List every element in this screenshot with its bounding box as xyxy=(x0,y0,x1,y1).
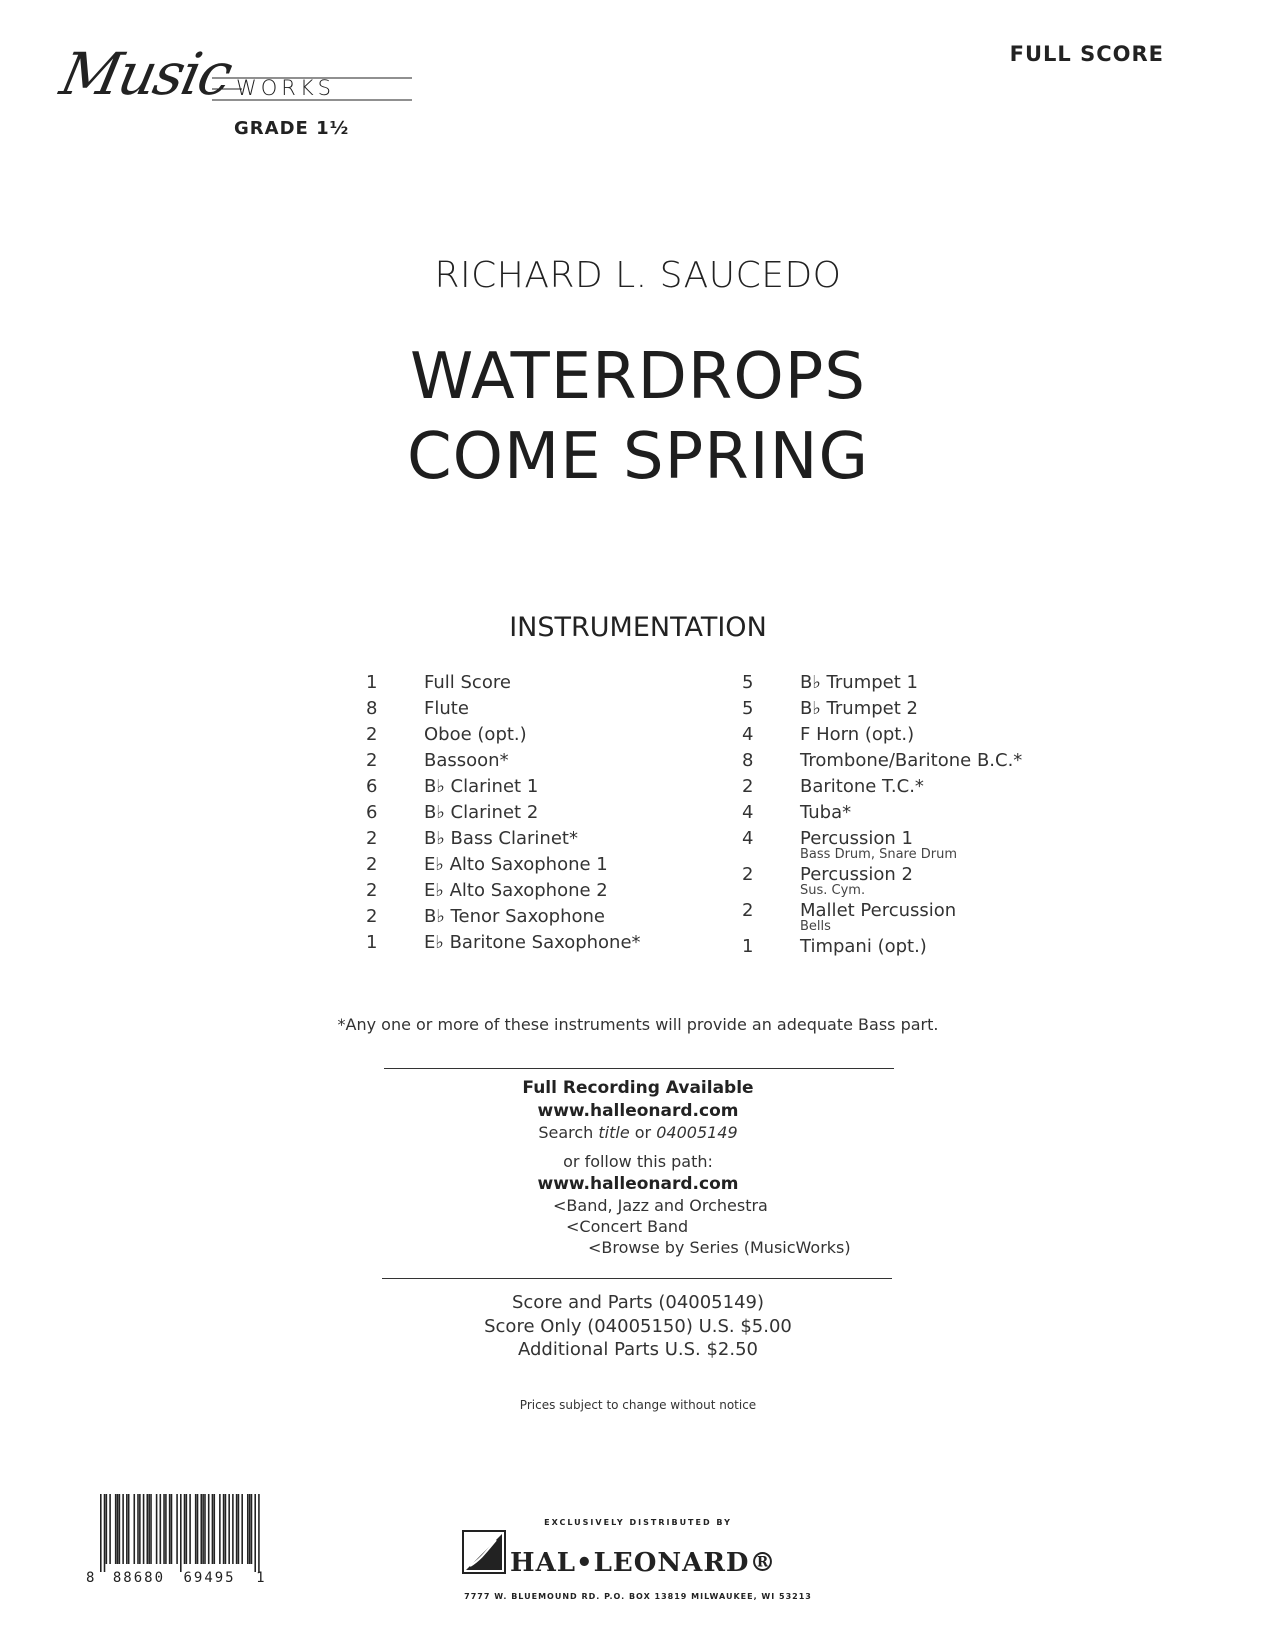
instrument-name: Tuba* xyxy=(800,802,852,823)
barcode-number xyxy=(86,1570,267,1586)
barcode-bar xyxy=(251,1494,253,1564)
instrument-name: E♭ Alto Saxophone 2 xyxy=(424,880,608,901)
instrument-name: B♭ Clarinet 1 xyxy=(424,776,539,797)
barcode-bar xyxy=(184,1494,186,1564)
instrument-quantity: 2 xyxy=(742,776,754,797)
barcode-bar xyxy=(254,1494,256,1572)
instrument-quantity: 4 xyxy=(742,802,754,823)
barcode-bar xyxy=(147,1494,149,1564)
instrument-row xyxy=(366,800,696,826)
instrument-row xyxy=(366,748,696,774)
barcode-bar xyxy=(176,1494,178,1564)
path-step-3: <Browse by Series (MusicWorks) xyxy=(588,1238,851,1257)
logo-works: WORKS xyxy=(236,76,335,100)
publisher-name: HAL•LEONARD® xyxy=(510,1548,777,1578)
instrument-row xyxy=(742,774,1072,800)
instrument-quantity: 4 xyxy=(742,724,754,745)
composer-name: RICHARD L. SAUCEDO xyxy=(434,255,842,296)
barcode-bar xyxy=(109,1494,111,1564)
barcode-bar xyxy=(200,1494,202,1564)
path-url[interactable]: www.halleonard.com xyxy=(537,1174,739,1194)
instrument-name: Mallet Percussion xyxy=(800,900,957,921)
instrument-row xyxy=(366,852,696,878)
instrument-row xyxy=(366,878,696,904)
barcode-bar xyxy=(117,1494,119,1564)
barcode-bar xyxy=(163,1494,165,1564)
instrument-item xyxy=(366,696,696,722)
instrument-item xyxy=(366,930,696,956)
barcode-bar xyxy=(241,1494,243,1564)
logo-script: Music xyxy=(54,40,237,108)
barcode-bar xyxy=(204,1494,206,1564)
barcode-bar xyxy=(150,1494,152,1564)
instrument-item xyxy=(742,826,1072,862)
instrument-row xyxy=(742,748,1072,774)
instrument-row xyxy=(366,696,696,722)
search-instructions xyxy=(0,1123,1276,1142)
barcode-bar xyxy=(236,1494,238,1564)
divider-bottom xyxy=(382,1278,892,1279)
barcode-bar xyxy=(104,1494,106,1572)
instrument-item xyxy=(366,852,696,878)
recording-url[interactable]: www.halleonard.com xyxy=(537,1101,739,1121)
instrument-item xyxy=(742,670,1072,696)
instrument-item xyxy=(742,862,1072,898)
instrument-list-right xyxy=(742,670,1072,960)
instrument-row xyxy=(742,898,1072,924)
search-or: or xyxy=(629,1123,657,1142)
barcode-bar xyxy=(228,1494,230,1564)
instrument-name: Flute xyxy=(424,698,469,719)
barcode-left-group: 88680 xyxy=(112,1570,166,1586)
instrument-name: Timpani (opt.) xyxy=(800,936,927,957)
instrument-row xyxy=(742,722,1072,748)
instrument-name: Baritone T.C.* xyxy=(800,776,924,797)
instrument-item xyxy=(366,878,696,904)
instrument-row xyxy=(742,670,1072,696)
barcode-bar xyxy=(139,1494,141,1564)
instrument-quantity: 1 xyxy=(366,672,378,693)
instrument-row xyxy=(366,670,696,696)
instrument-name: B♭ Trumpet 1 xyxy=(800,672,918,693)
instrument-row xyxy=(366,826,696,852)
hal-leonard-emblem-icon xyxy=(462,1530,506,1574)
instrument-quantity: 2 xyxy=(366,854,378,875)
instrument-row xyxy=(742,862,1072,888)
barcode-bar xyxy=(106,1494,108,1564)
barcode-bar xyxy=(115,1494,117,1564)
instrument-quantity: 2 xyxy=(366,750,378,771)
instrument-detail: Bass Drum, Snare Drum xyxy=(800,847,957,862)
price-score-and-parts: Score and Parts (04005149) xyxy=(511,1292,765,1313)
barcode-bar xyxy=(186,1494,188,1564)
path-step-2: <Concert Band xyxy=(566,1217,689,1236)
instrument-quantity: 6 xyxy=(366,802,378,823)
barcode-bar xyxy=(213,1494,215,1564)
barcode-bar xyxy=(195,1494,197,1564)
instrument-quantity: 8 xyxy=(742,750,754,771)
instrument-quantity: 8 xyxy=(366,698,378,719)
instrument-name: Trombone/Baritone B.C.* xyxy=(800,750,1023,771)
price-additional-parts: Additional Parts U.S. $2.50 xyxy=(517,1339,758,1360)
barcode-bar xyxy=(165,1494,167,1564)
instrument-item xyxy=(366,800,696,826)
instrument-name: B♭ Trumpet 2 xyxy=(800,698,918,719)
instrument-quantity: 2 xyxy=(366,828,378,849)
barcode-bar xyxy=(133,1494,135,1564)
search-prefix: Search xyxy=(538,1123,599,1142)
instrument-quantity: 5 xyxy=(742,698,754,719)
barcode-first: 8 xyxy=(86,1570,97,1586)
instrument-name: Oboe (opt.) xyxy=(424,724,527,745)
instrument-row xyxy=(742,934,1072,960)
distributed-by: EXCLUSIVELY DISTRIBUTED BY xyxy=(544,1518,732,1527)
price-disclaimer: Prices subject to change without notice xyxy=(519,1398,757,1412)
full-score-label: FULL SCORE xyxy=(1009,42,1164,66)
instrument-quantity: 2 xyxy=(366,724,378,745)
barcode-bar xyxy=(232,1494,234,1564)
search-title: title xyxy=(598,1123,630,1142)
instrument-name: Bassoon* xyxy=(424,750,509,771)
price-score-only: Score Only (04005150) U.S. $5.00 xyxy=(484,1316,792,1337)
instrument-name: B♭ Bass Clarinet* xyxy=(424,828,578,849)
barcode-bar xyxy=(169,1494,171,1564)
instrument-item xyxy=(366,722,696,748)
instrument-item xyxy=(366,826,696,852)
instrument-detail: Bells xyxy=(800,919,831,934)
barcode-right-group: 69495 xyxy=(183,1570,236,1586)
barcode-last: 1 xyxy=(256,1570,267,1586)
instrument-list-left xyxy=(366,670,696,956)
barcode-bar xyxy=(122,1494,124,1564)
barcode-bar xyxy=(223,1494,225,1564)
instrument-item xyxy=(366,904,696,930)
divider-top xyxy=(384,1068,894,1069)
instrument-name: B♭ Clarinet 2 xyxy=(424,802,539,823)
barcode-bar xyxy=(202,1494,204,1564)
instrument-name: Percussion 2 xyxy=(800,864,913,885)
instrument-name: F Horn (opt.) xyxy=(800,724,915,745)
barcode-bar xyxy=(128,1494,130,1564)
instrument-quantity: 2 xyxy=(366,906,378,927)
title-line-2: COME SPRING xyxy=(406,420,870,494)
follow-path-label: or follow this path: xyxy=(563,1152,713,1171)
instrument-item xyxy=(742,696,1072,722)
instrument-item xyxy=(366,670,696,696)
musicworks-logo xyxy=(54,40,372,150)
bass-part-note: *Any one or more of these instruments will provide an adequate Bass part. xyxy=(337,1015,939,1034)
instrument-name: B♭ Tenor Saxophone xyxy=(424,906,606,927)
barcode-bar xyxy=(219,1494,221,1564)
instrument-quantity: 2 xyxy=(742,900,754,921)
instrument-quantity: 6 xyxy=(366,776,378,797)
barcode-bar xyxy=(148,1494,150,1564)
instrument-item xyxy=(742,898,1072,934)
instrument-quantity: 4 xyxy=(742,828,754,849)
instrument-quantity: 2 xyxy=(366,880,378,901)
barcode-bar xyxy=(208,1494,210,1564)
instrument-name: E♭ Alto Saxophone 1 xyxy=(424,854,608,875)
instrument-item xyxy=(742,722,1072,748)
instrument-row xyxy=(742,800,1072,826)
instrument-detail: Sus. Cym. xyxy=(800,883,866,898)
instrument-quantity: 2 xyxy=(742,864,754,885)
search-code: 04005149 xyxy=(656,1123,738,1142)
instrument-item xyxy=(366,774,696,800)
instrument-row xyxy=(366,930,696,956)
barcode-bar xyxy=(137,1494,139,1564)
barcode-bar xyxy=(119,1494,121,1564)
instrument-name: Percussion 1 xyxy=(800,828,913,849)
publisher-address: 7777 W. BLUEMOUND RD. P.O. BOX 13819 MILWAUKEE, WI 53213 xyxy=(464,1592,812,1601)
barcode-bar xyxy=(225,1494,227,1564)
instrumentation-heading: INSTRUMENTATION xyxy=(509,612,767,643)
instrument-row xyxy=(366,722,696,748)
barcode-bar xyxy=(258,1494,260,1572)
instrument-row xyxy=(742,696,1072,722)
path-step-1: <Band, Jazz and Orchestra xyxy=(553,1196,768,1215)
instrument-row xyxy=(366,774,696,800)
barcode-bar xyxy=(238,1494,240,1564)
instrument-item xyxy=(742,748,1072,774)
barcode-bar xyxy=(126,1494,128,1564)
instrument-row xyxy=(366,904,696,930)
instrument-quantity: 5 xyxy=(742,672,754,693)
instrument-item xyxy=(742,774,1072,800)
barcode-bar xyxy=(249,1494,251,1564)
instrument-name: E♭ Baritone Saxophone* xyxy=(424,932,641,953)
barcode-bar xyxy=(156,1494,158,1564)
grade-label: GRADE 1½ xyxy=(234,118,350,139)
barcode-icon xyxy=(100,1494,260,1572)
instrument-quantity: 1 xyxy=(742,936,754,957)
barcode-bar xyxy=(171,1494,173,1564)
barcode-bar xyxy=(189,1494,191,1564)
title-line-1: WATERDROPS xyxy=(410,340,866,414)
instrument-quantity: 1 xyxy=(366,932,378,953)
instrument-item xyxy=(742,934,1072,960)
barcode-bar xyxy=(143,1494,145,1564)
barcode-bar xyxy=(212,1494,214,1564)
instrument-item xyxy=(742,800,1072,826)
barcode-bar xyxy=(247,1494,249,1564)
barcode-bar xyxy=(100,1494,102,1572)
barcode-bar xyxy=(160,1494,162,1564)
instrument-name: Full Score xyxy=(424,672,511,693)
recording-heading: Full Recording Available xyxy=(522,1078,754,1098)
instrument-item xyxy=(366,748,696,774)
barcode-bar xyxy=(197,1494,199,1564)
barcode-bar xyxy=(180,1494,182,1572)
